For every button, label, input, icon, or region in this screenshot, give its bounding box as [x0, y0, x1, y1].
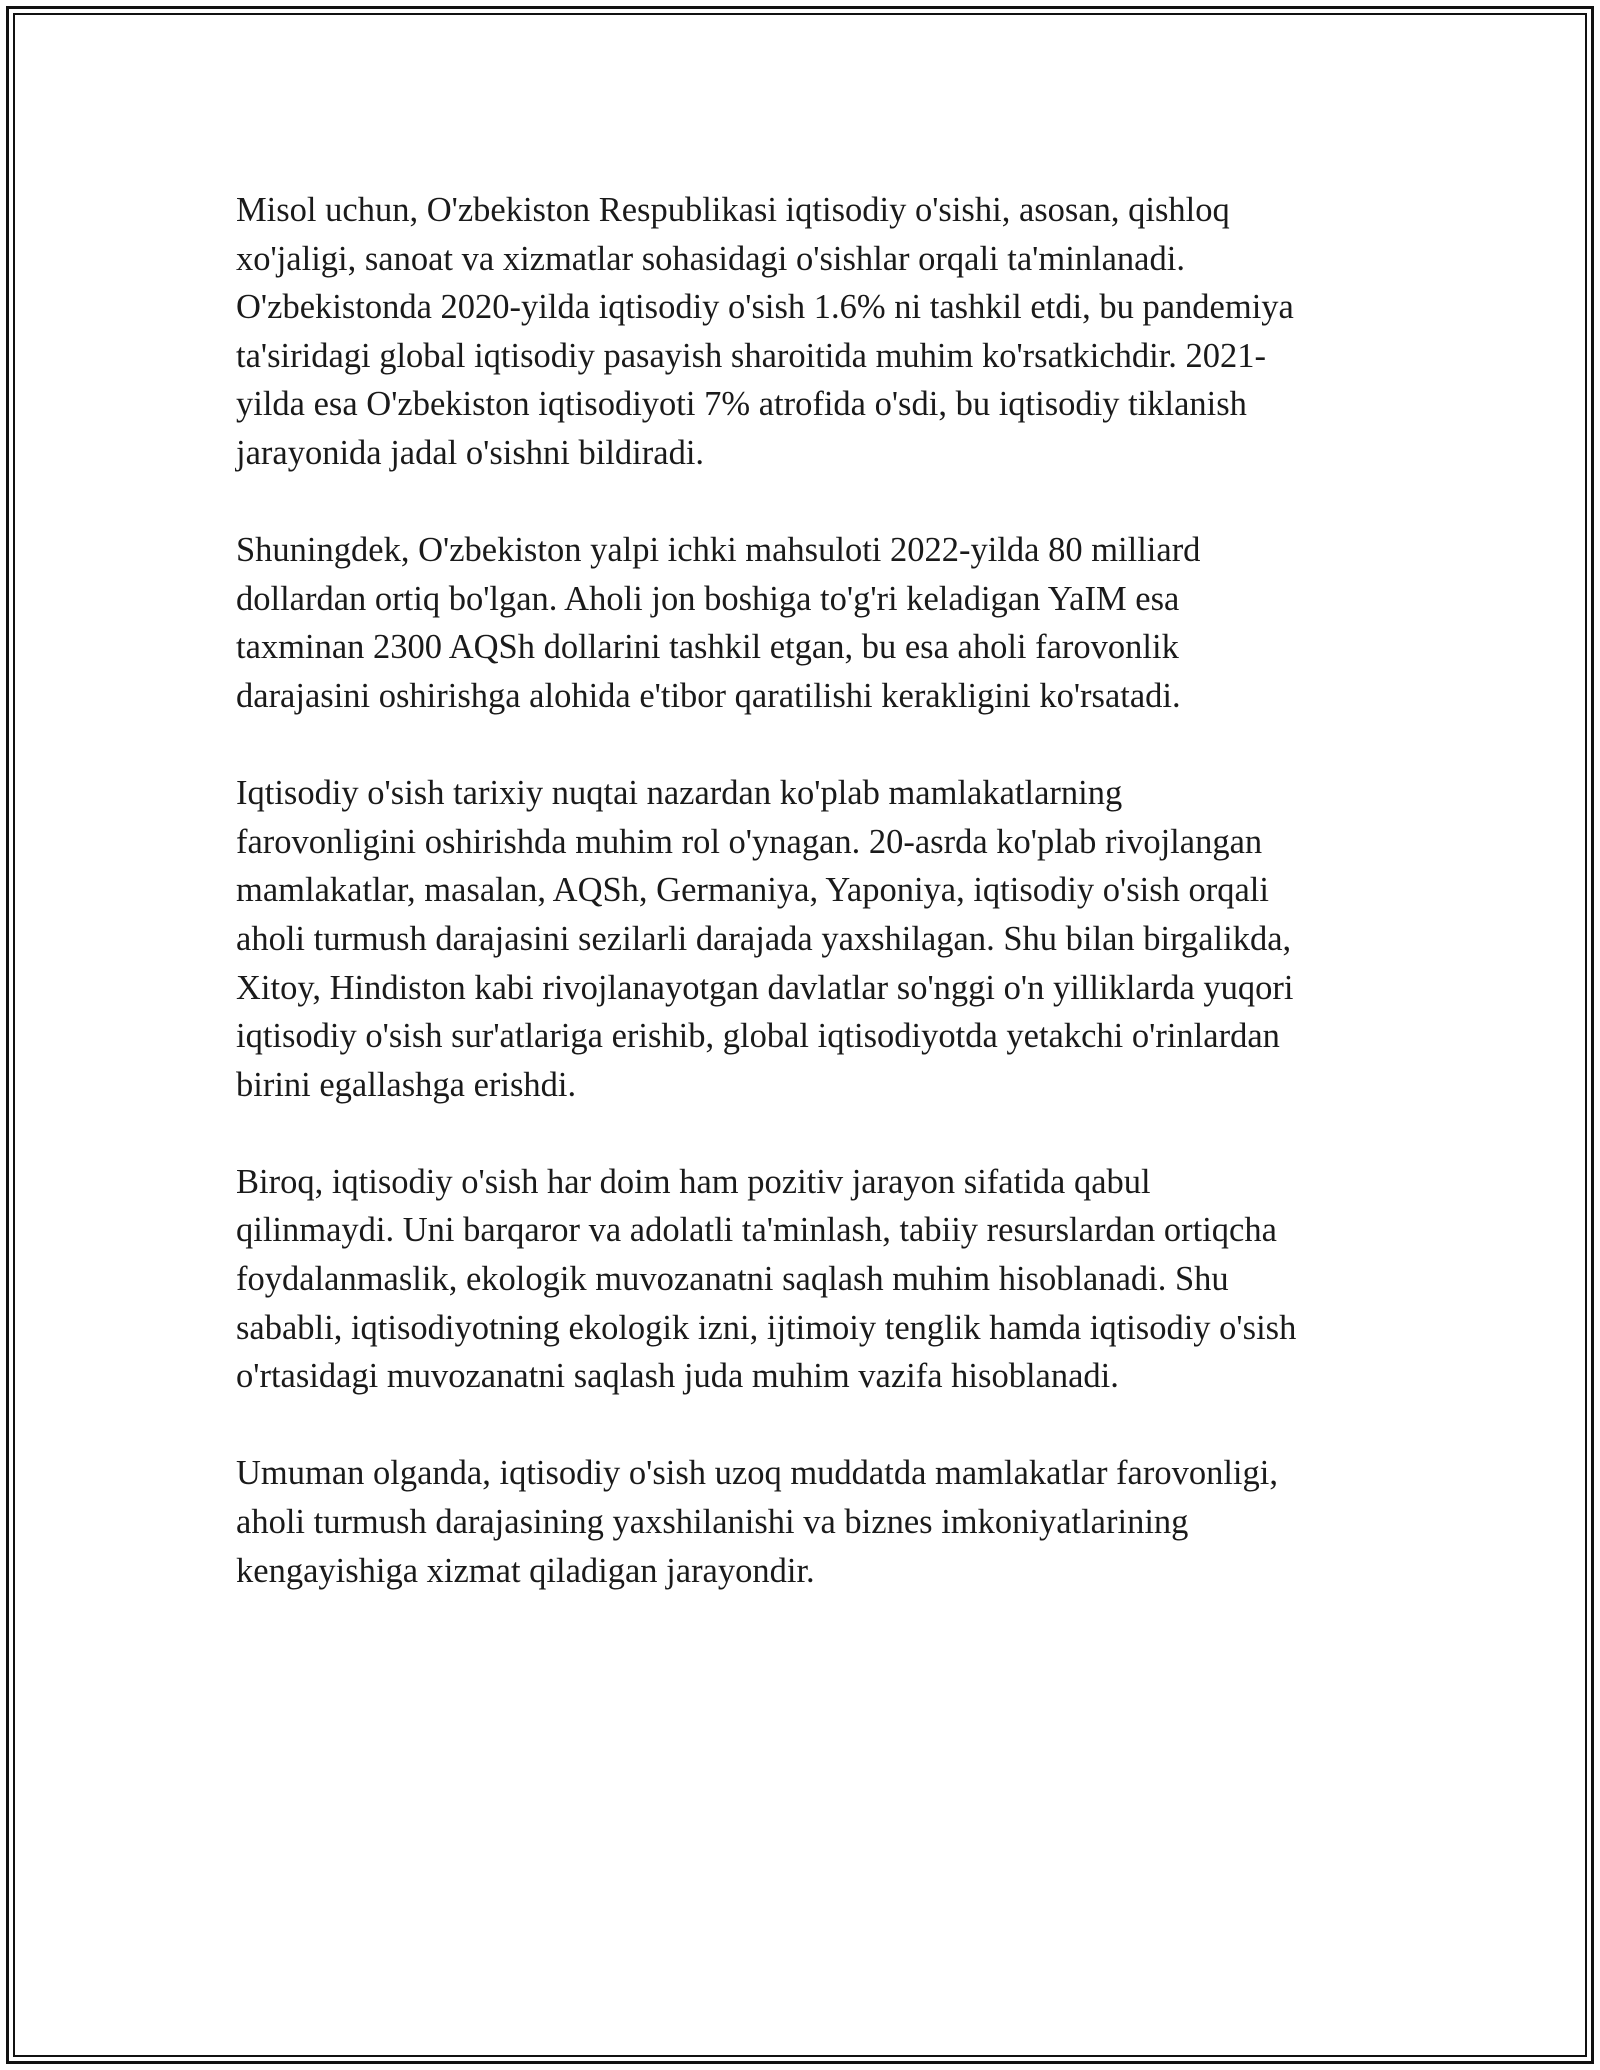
paragraph-1	[236, 186, 1376, 478]
text-line: Misol uchun, O'zbekiston Respublikasi iqtisodiy o'sishi, asosan, qishloq	[236, 191, 1230, 229]
text-line: foydalanmaslik, ekologik muvozanatni saqlash muhim hisoblanadi. Shu	[236, 1260, 1229, 1299]
text-line: Iqtisodiy o'sish tarixiy nuqtai nazardan ko'plab mamlakatlarning	[236, 774, 1123, 813]
paragraph-5	[236, 1449, 1376, 1595]
text-line: taxminan 2300 AQSh dollarini tashkil etgan, bu esa aholi farovonlik	[236, 628, 1179, 667]
text-line: O'zbekistonda 2020-yilda iqtisodiy o'sish 1.6% ni tashkil etdi, bu pandemiya	[236, 288, 1294, 327]
text-line: aholi turmush darajasini sezilarli darajada yaxshilagan. Shu bilan birgalikda,	[236, 919, 1292, 958]
text-line: o'rtasidagi muvozanatni saqlash juda muhim vazifa hisoblanadi.	[236, 1357, 1119, 1396]
paragraph-2	[236, 526, 1376, 720]
text-line: mamlakatlar, masalan, AQSh, Germaniya, Yaponiya, iqtisodiy o'sish orqali	[236, 871, 1269, 910]
text-line: Biroq, iqtisodiy o'sish har doim ham pozitiv jarayon sifatida qabul	[236, 1162, 1151, 1201]
text-line: xo'jaligi, sanoat va xizmatlar sohasidagi o'sishlar orqali ta'minlanadi.	[236, 239, 1185, 278]
document-body	[236, 186, 1376, 1644]
text-line: dollardan ortiq bo'lgan. Aholi jon boshiga to'g'ri keladigan YaIM esa	[236, 579, 1180, 618]
paragraph-4	[236, 1158, 1376, 1401]
text-line: Xitoy, Hindiston kabi rivojlanayotgan davlatlar so'nggi o'n yilliklarda yuqori	[236, 968, 1294, 1007]
text-line: ta'siridagi global iqtisodiy pasayish sharoitida muhim ko'rsatkichdir. 2021-	[236, 336, 1267, 375]
text-line: Shuningdek, O'zbekiston yalpi ichki mahsuloti 2022-yilda 80 milliard	[236, 531, 1201, 570]
text-line: yilda esa O'zbekiston iqtisodiyoti 7% atrofida o'sdi, bu iqtisodiy tiklanish	[236, 385, 1247, 424]
paragraph-3	[236, 769, 1376, 1109]
text-line: farovonligini oshirishda muhim rol o'ynagan. 20-asrda ko'plab rivojlangan	[236, 822, 1263, 861]
text-line: aholi turmush darajasining yaxshilanishi va biznes imkoniyatlarining	[236, 1503, 1189, 1542]
text-line: birini egallashga erishdi.	[236, 1065, 577, 1104]
text-line: Umuman olganda, iqtisodiy o'sish uzoq muddatda mamlakatlar farovonligi,	[236, 1454, 1278, 1493]
text-line: darajasini oshirishga alohida e'tibor qaratilishi kerakligini ko'rsatadi.	[236, 676, 1181, 715]
text-line: jarayonida jadal o'sishni bildiradi.	[236, 433, 705, 472]
text-line: sababli, iqtisodiyotning ekologik izni, ijtimoiy tenglik hamda iqtisodiy o'sish	[236, 1308, 1297, 1347]
text-line: iqtisodiy o'sish sur'atlariga erishib, global iqtisodiyotda yetakchi o'rinlardan	[236, 1017, 1280, 1056]
text-line: kengayishiga xizmat qiladigan jarayondir.	[236, 1551, 815, 1590]
text-line: qilinmaydi. Uni barqaror va adolatli ta'minlash, tabiiy resurslardan ortiqcha	[236, 1211, 1277, 1250]
